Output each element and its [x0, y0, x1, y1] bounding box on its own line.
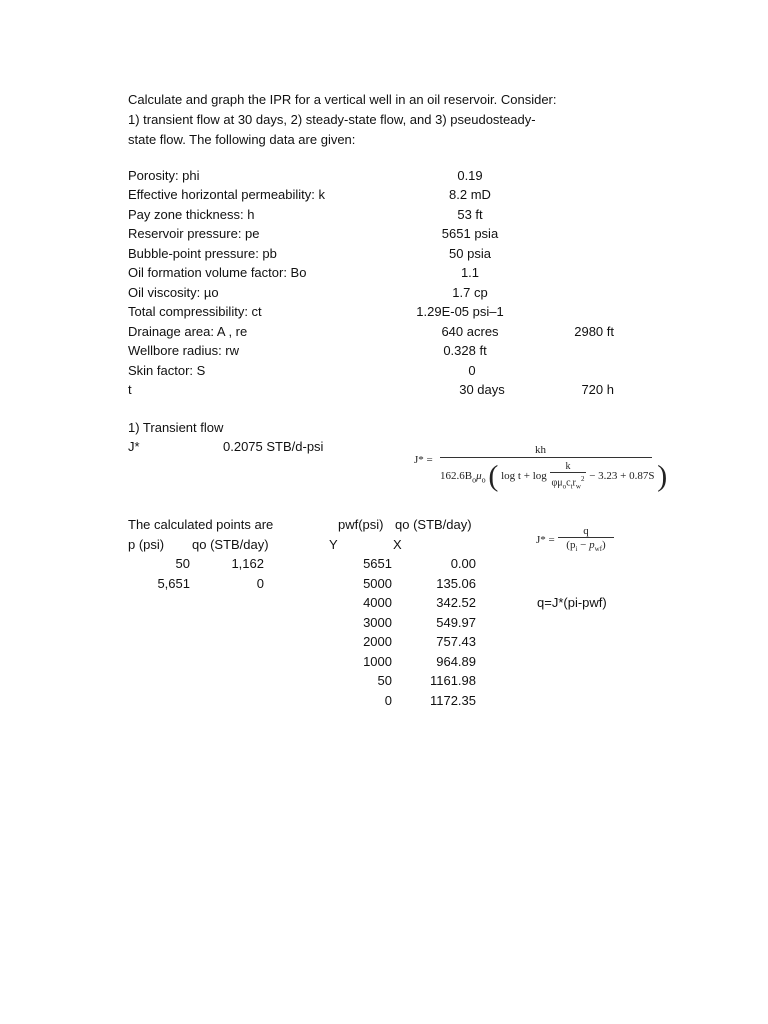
- table-cell-qo: 342.52: [436, 595, 476, 610]
- intro-line: Calculate and graph the IPR for a vertical well in an oil reservoir. Consider:: [128, 92, 557, 107]
- given-value: 1.29E-05 psi–1: [416, 304, 504, 319]
- formula-log: log t + log: [501, 470, 547, 483]
- formula-tail: − 3.23 + 0.87S: [589, 470, 655, 483]
- intro-line: state flow. The following data are given:: [128, 132, 356, 147]
- table-cell-pwf: 4000: [363, 595, 392, 610]
- table-header-qo: qo (STB/day): [395, 517, 472, 532]
- given-value: 0.19: [457, 168, 483, 183]
- formula2-denominator: (p: [566, 539, 576, 551]
- formula-numerator: kh: [535, 444, 546, 456]
- table-header-pwf: pwf(psi): [338, 517, 384, 532]
- given-label: Total compressibility: ct: [128, 304, 262, 319]
- given-value: 8.2 mD: [449, 187, 491, 202]
- table-axis-y: Y: [329, 537, 338, 552]
- formula2-denominator-tail: ): [602, 539, 606, 551]
- points-cell: 50: [175, 556, 190, 571]
- table-cell-pwf: 1000: [363, 654, 392, 669]
- table-cell-qo: 964.89: [436, 654, 476, 669]
- given-label: Bubble-point pressure: pb: [128, 246, 277, 261]
- given-label: Oil viscosity: µo: [128, 285, 219, 300]
- table-cell-qo: 135.06: [436, 576, 476, 591]
- given-label: Effective horizontal permeability: k: [128, 187, 326, 202]
- formula2-numerator: q: [583, 525, 589, 537]
- given-value: 1.1: [460, 265, 480, 280]
- given-value: 53 ft: [457, 207, 483, 222]
- table-axis-x: X: [393, 537, 402, 552]
- intro-line: 1) transient flow at 30 days, 2) steady-state flow, and 3) pseudosteady-: [128, 112, 536, 127]
- transient-productivity-formula: J* = kh $162.6B_o\mu_o$ ( log t + log $\frac{k}{\varphi\mu_oc_tr_w^2}$ − 3.23 + 0.87S ): [414, 444, 668, 493]
- given-value: 50 psia: [449, 246, 491, 261]
- table-cell-pwf: 5651: [363, 556, 392, 571]
- table-cell-pwf: 0: [384, 693, 392, 708]
- formula-k: k: [550, 461, 587, 473]
- given-label: Reservoir pressure: pe: [128, 226, 260, 241]
- points-cell: 1,162: [231, 556, 264, 571]
- given-value: 0.328 ft: [443, 343, 487, 358]
- table-cell-qo: 0.00: [450, 556, 476, 571]
- table-cell-pwf: 2000: [363, 634, 392, 649]
- given-value: 30 days: [459, 382, 505, 397]
- given-label: Oil formation volume factor: Bo: [128, 265, 307, 280]
- j-star-value: 0.2075 STB/d-psi: [223, 439, 324, 454]
- formula-coef: 162.6B: [440, 470, 473, 483]
- given-label: t: [128, 382, 132, 397]
- given-extra: 2980 ft: [574, 324, 614, 339]
- points-caption: The calculated points are: [128, 517, 274, 532]
- points-header-p: p (psi): [128, 537, 165, 552]
- j-star-label: J*: [128, 439, 140, 454]
- formula-denom-inner: φμ: [551, 477, 563, 489]
- given-label: Wellbore radius: rw: [128, 343, 240, 358]
- table-cell-qo: 757.43: [436, 634, 476, 649]
- table-cell-pwf: 5000: [363, 576, 392, 591]
- points-cell: 0: [256, 576, 264, 591]
- given-extra: 720 h: [581, 382, 614, 397]
- table-cell-qo: 1161.98: [429, 673, 476, 688]
- section-heading: 1) Transient flow: [128, 420, 224, 435]
- given-value: 1.7 cp: [452, 285, 488, 300]
- table-cell-qo: 1172.35: [429, 693, 476, 708]
- given-value: 0: [468, 363, 476, 378]
- table-cell-pwf: 50: [377, 673, 392, 688]
- points-cell: 5,651: [157, 576, 190, 591]
- given-label: Drainage area: A , re: [128, 324, 248, 339]
- formula-lhs: J* =: [414, 454, 433, 466]
- given-label: Skin factor: S: [128, 363, 206, 378]
- given-label: Pay zone thickness: h: [128, 207, 255, 222]
- table-cell-qo: 549.97: [436, 615, 476, 630]
- intro-paragraph: [128, 90, 557, 150]
- given-label: Porosity: phi: [128, 168, 200, 183]
- given-value: 5651 psia: [441, 226, 499, 241]
- productivity-definition-formula: J* = q $(p_i - p_{wf})$: [536, 525, 616, 557]
- rate-relation: q=J*(pi-pwf): [537, 595, 607, 610]
- given-value: 640 acres: [441, 324, 499, 339]
- points-header-qo: qo (STB/day): [192, 537, 269, 552]
- table-cell-pwf: 3000: [363, 615, 392, 630]
- formula2-lhs: J* =: [536, 534, 555, 546]
